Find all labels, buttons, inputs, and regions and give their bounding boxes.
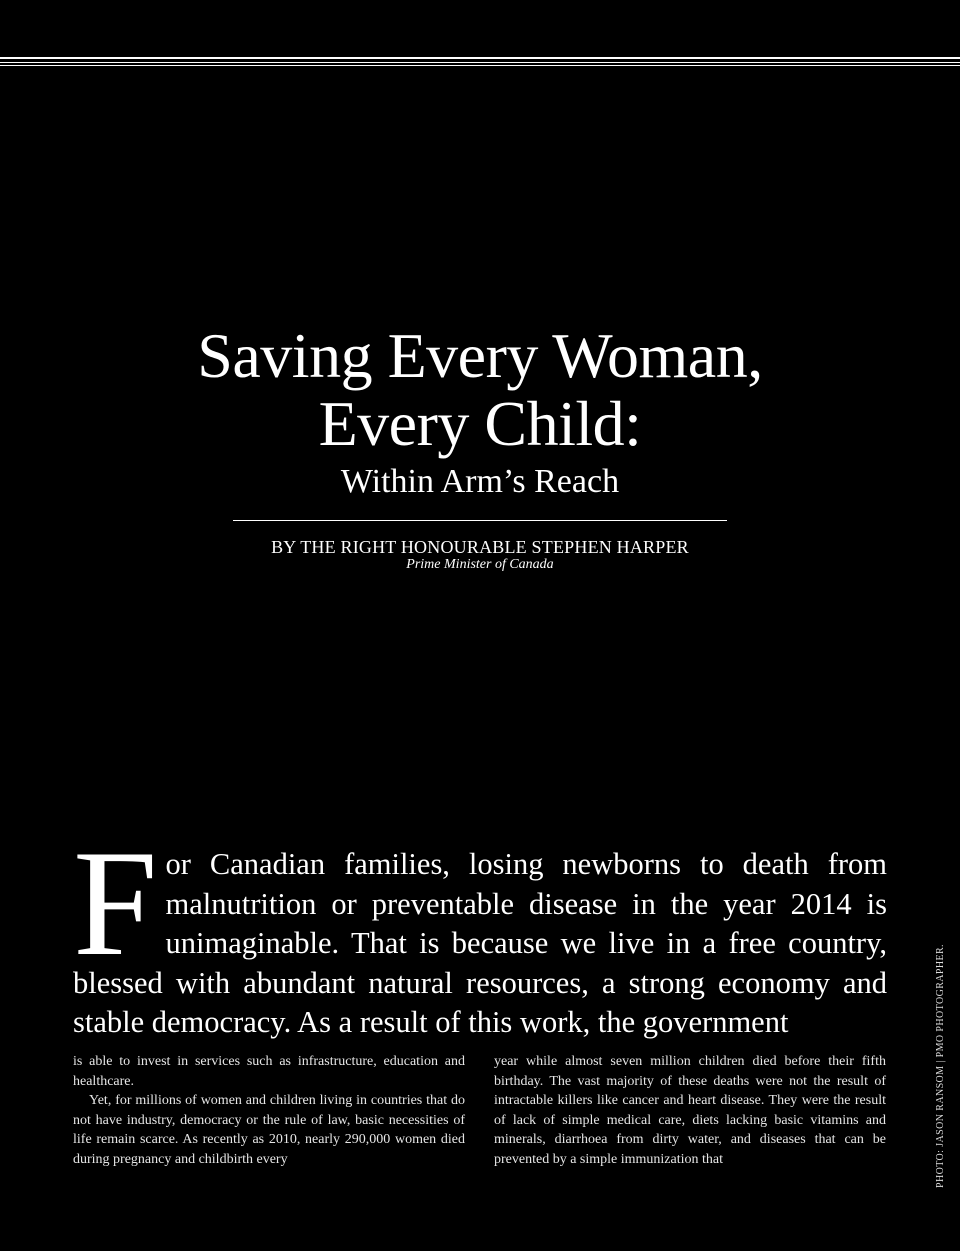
- lede-text: or Canadian families, losing newborns to death from malnutrition or preventable disease in the year 2014 is unimaginable. That is because we live in a free country, blessed with abundant natural resources, a strong economy and stable democracy. As a result of this work, the government: [73, 847, 887, 1039]
- byline-role: Prime Minister of Canada: [406, 557, 554, 572]
- body-paragraph: Yet, for millions of women and children living in countries that do not have industry, democracy or the rule of law, basic necessities of life remain scarce. As recently as 2010, nearly 290,000 women died during pregnancy and childbirth every: [73, 1093, 465, 1167]
- title-line-2: Every Child:: [318, 388, 642, 459]
- body-paragraph: is able to invest in services such as infrastructure, education and healthcare.: [73, 1054, 465, 1089]
- title-divider: [233, 520, 727, 521]
- lede-paragraph: [73, 819, 887, 1043]
- top-rule: [0, 62, 960, 63]
- title-line-1: Saving Every Woman,: [197, 320, 763, 391]
- photo-credit: PHOTO: JASON RANSOM | PMO PHOTOGRAPHER.: [935, 944, 946, 1188]
- top-rule: [0, 57, 960, 59]
- article-subtitle: Within Arm’s Reach: [340, 463, 620, 500]
- article-title: [0, 322, 960, 458]
- body-paragraph: year while almost seven million children died before their fifth birthday. The vast majority of these deaths were not the result of intractable killers like cancer and heart disease. They were the result of lack of simple medical care, diets lacking basic vitamins and minerals, diarrhoea from dirty water, and diseases that can be prevented by a simple immunization that: [494, 1054, 886, 1167]
- byline: BY THE RIGHT HONOURABLE STEPHEN HARPER: [271, 537, 689, 557]
- body-column-right: [494, 1052, 886, 1169]
- top-rule: [0, 65, 960, 66]
- body-column-left: [73, 1052, 465, 1169]
- title-block: [0, 322, 960, 573]
- drop-cap: F: [73, 819, 158, 987]
